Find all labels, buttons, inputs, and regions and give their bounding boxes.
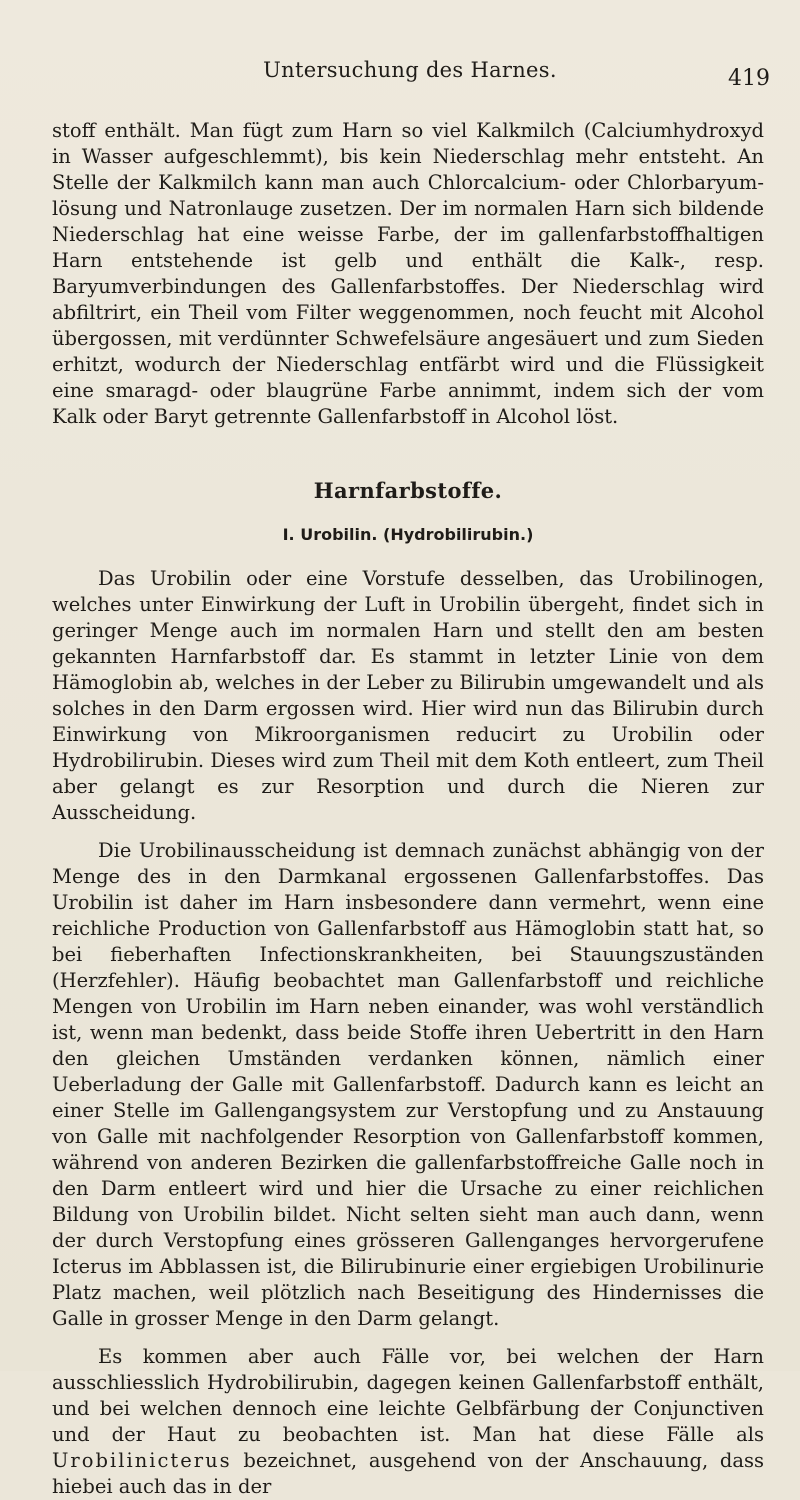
paragraph-gap bbox=[52, 826, 764, 838]
running-header-title: Untersuchung des Harnes. bbox=[263, 58, 557, 82]
paragraph-gap bbox=[52, 1332, 764, 1344]
subsection-gap bbox=[52, 544, 764, 566]
paragraph-urobilin-excretion: Die Urobilinausscheidung ist demnach zunächst abhängig von der Menge des in den Darmkanal ergossenen Gallenfarbstoffes. Das Urobilin ist daher im Harn insbesondere dann vermehrt, wenn eine reichliche Production von Gallenfarbstoff aus Hämoglobin statt hat, so bei fieberhaften Infectionskrankheiten, bei Stauungszuständen (Herzfehler). Häufig beobachtet man Gallenfarbstoff und reichliche Mengen von Urobilin im Harn neben einander, was wohl verständlich ist, wenn man bedenkt, dass beide Stoffe ihren Uebertritt in den Harn den gleichen Umständen verdanken können, nämlich einer Ueberladung der Galle mit Gallenfarbstoff. Dadurch kann es leicht an einer Stelle im Gallengangsystem zur Verstopfung und zu Anstauung von Galle mit nachfolgender Resorption von Gallenfarbstoff kommen, während von anderen Bezirken die gallenfarbstoffreiche Galle noch in den Darm entleert wird und hier die Ursache zu einer reichlichen Bildung von Urobilin bildet. Nicht selten sieht man auch dann, wenn der durch Verstopfung eines grösseren Gallenganges hervorgerufene Icterus im Abblassen ist, die Bilirubinurie einer ergiebigen Urobilinurie Platz machen, weil plötzlich nach Beseitigung des Hindernisses die Galle in grosser Menge in den Darm gelangt. bbox=[52, 839, 764, 1330]
section-title: Harnfarbstoffe. bbox=[313, 478, 503, 503]
paragraph-continued: stoff enthält. Man fügt zum Harn so viel Kalkmilch (Calciumhydroxyd in Wasser aufgeschlemmt), bis kein Niederschlag mehr entsteht. An Stelle der Kalkmilch kann man auch Chlorcalcium- oder Chlorbaryum-lösung und Natronlauge zusetzen. Der im normalen Harn sich bildende Niederschlag hat eine weisse Farbe, der im gallenfarbstoffhaltigen Harn entstehende ist gelb und enthält die Kalk-, resp. Baryumverbindungen des Gallenfarbstoffes. Der Niederschlag wird abfiltrirt, ein Theil vom Filter weggenommen, noch feucht mit Alcohol übergossen, mit verdünnter Schwefelsäure angesäuert und zum Sieden erhitzt, wodurch der Niederschlag entfärbt wird und die Flüssigkeit eine smaragd- oder blaugrüne Farbe annimmt, indem sich der vom Kalk oder Baryt getrennte Gallenfarbstoff in Alcohol löst. bbox=[52, 119, 764, 428]
page-number: 419 bbox=[728, 66, 770, 91]
paragraph-text-after: bezeichnet, ausgehend von der Anschauung, dass hiebei auch das in der bbox=[52, 1449, 764, 1498]
section-gap bbox=[52, 430, 764, 478]
title-gap bbox=[52, 503, 764, 525]
paragraph-urobilin-intro: Das Urobilin oder eine Vorstufe desselben, das Urobilinogen, welches unter Einwirkung der Luft in Urobilin übergeht, findet sich in geringer Menge auch im normalen Harn und stellt den am besten gekannten Harnfarbstoff dar. Es stammt in letzter Linie von dem Hämoglobin ab, welches in der Leber zu Bilirubin umgewandelt und als solches in den Darm ergossen wird. Hier wird nun das Bilirubin durch Einwirkung von Mikroorganismen reducirt zu Urobilin oder Hydrobilirubin. Dieses wird zum Theil mit dem Koth entleert, zum Theil aber gelangt es zur Resorption und durch die Nieren zur Ausscheidung. bbox=[52, 567, 764, 824]
paragraph-urobilinicterus bbox=[52, 1344, 764, 1500]
page-body bbox=[52, 118, 764, 1500]
subsection-title: I. Urobilin. (Hydrobilirubin.) bbox=[282, 525, 534, 544]
paragraph-text-before: Es kommen aber auch Fälle vor, bei welchen der Harn ausschliesslich Hydrobilirubin, dagegen keinen Gallenfarbstoff enthält, und bei welchen dennoch eine leichte Gelbfärbung der Conjunctiven und der Haut zu beobachten ist. Man hat diese Fälle als bbox=[52, 1345, 764, 1446]
running-header bbox=[50, 54, 770, 94]
term-urobilinicterus: Urobilinicterus bbox=[52, 1449, 232, 1472]
